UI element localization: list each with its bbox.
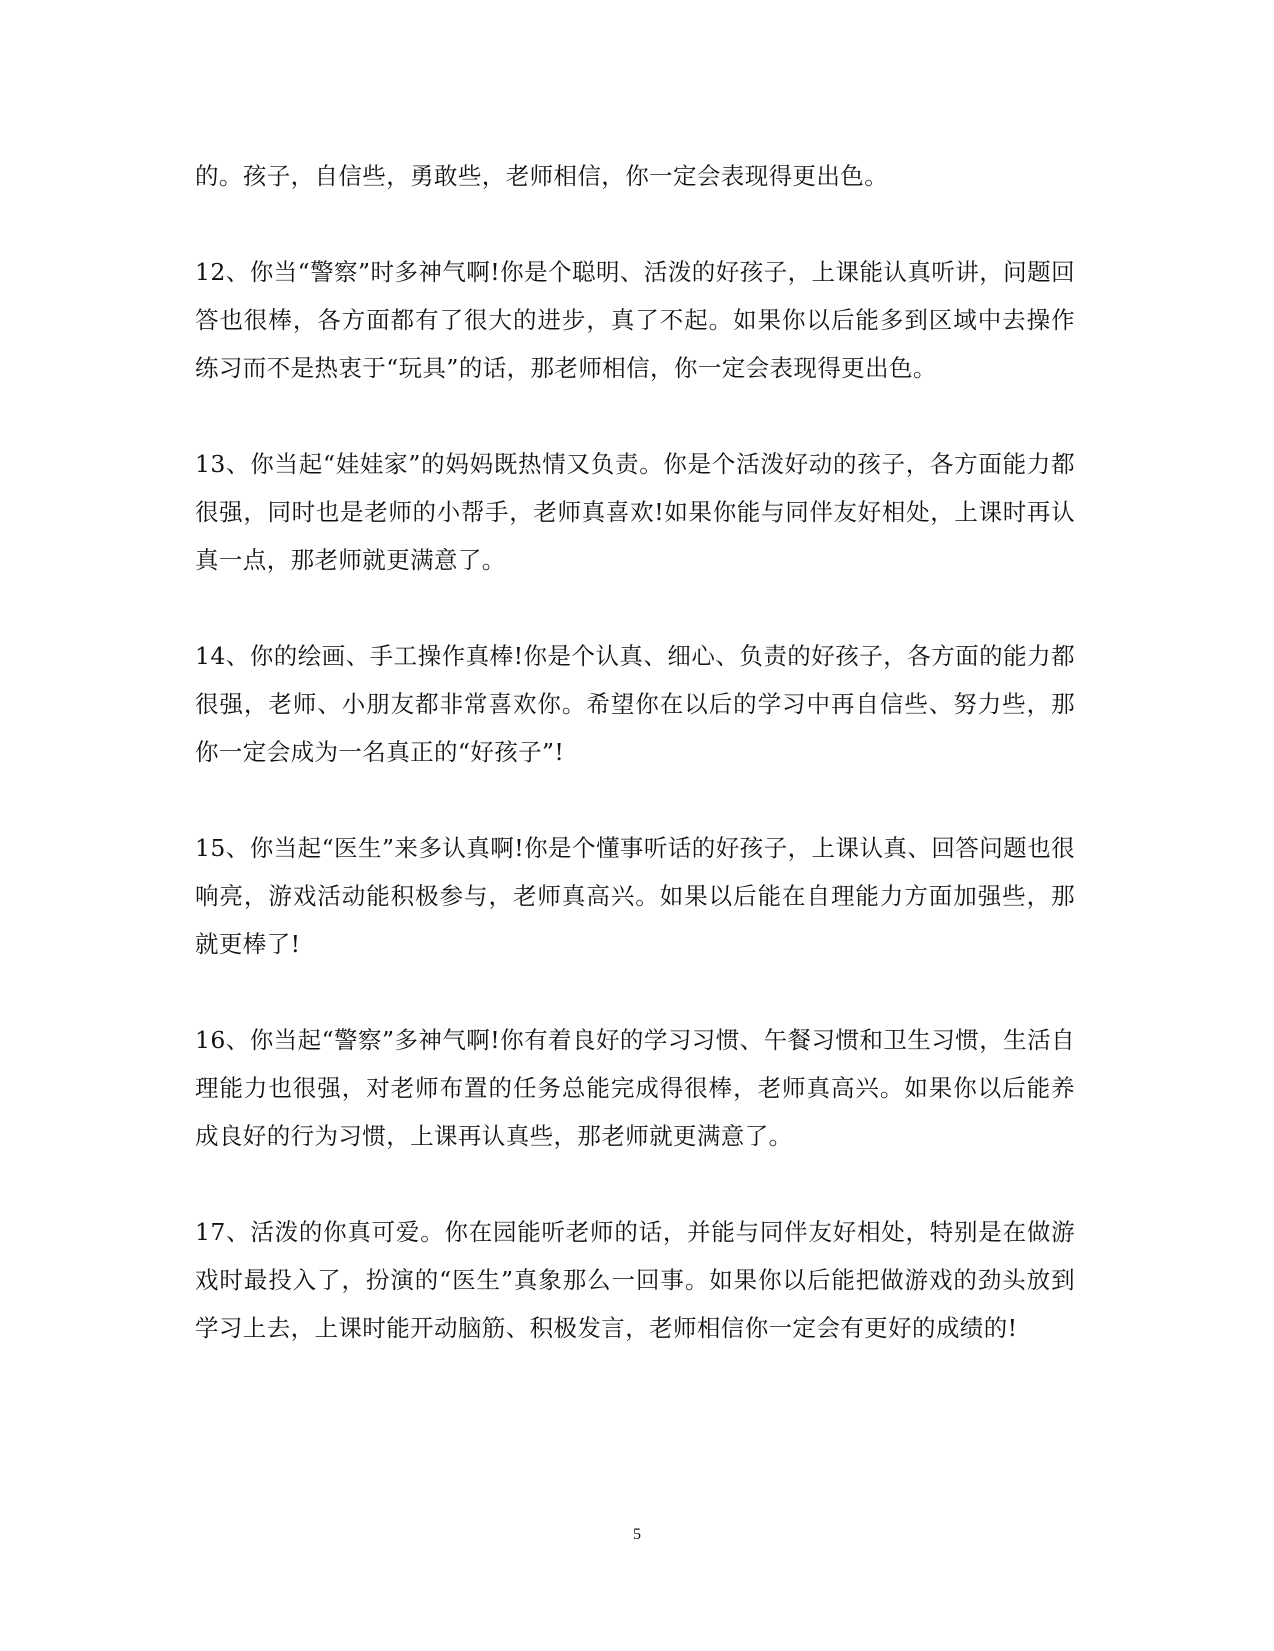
paragraph-comment-14: 14、你的绘画、手工操作真棒!你是个认真、细心、负责的好孩子，各方面的能力都很强，老师、小朋友都非常喜欢你。希望你在以后的学习中再自信些、努力些，那你一定会成为一名真正的“好孩子”! — [195, 642, 1075, 766]
paragraph-continuation: 的。孩子，自信些，勇敢些，老师相信，你一定会表现得更出色。 — [195, 162, 889, 190]
paragraph-comment-15: 15、你当起“医生”来多认真啊!你是个懂事听话的好孩子，上课认真、回答问题也很响亮，游戏活动能积极参与，老师真高兴。如果以后能在自理能力方面加强些，那就更棒了! — [195, 834, 1075, 958]
paragraph-comment-16: 16、你当起“警察”多神气啊!你有着良好的学习习惯、午餐习惯和卫生习惯，生活自理能力也很强，对老师布置的任务总能完成得很棒，老师真高兴。如果你以后能养成良好的行为习惯，上课再认真些，那老师就更满意了。 — [195, 1026, 1075, 1150]
paragraph-comment-13: 13、你当起“娃娃家”的妈妈既热情又负责。你是个活泼好动的孩子，各方面能力都很强，同时也是老师的小帮手，老师真喜欢!如果你能与同伴友好相处，上课时再认真一点，那老师就更满意了。 — [195, 450, 1075, 574]
page-number: 5 — [633, 1526, 641, 1543]
paragraph-comment-17: 17、活泼的你真可爱。你在园能听老师的话，并能与同伴友好相处，特别是在做游戏时最投入了，扮演的“医生”真象那么一回事。如果你以后能把做游戏的劲头放到学习上去，上课时能开动脑筋、积极发言，老师相信你一定会有更好的成绩的! — [195, 1218, 1075, 1342]
paragraph-comment-12: 12、你当“警察”时多神气啊!你是个聪明、活泼的好孩子，上课能认真听讲，问题回答也很棒，各方面都有了很大的进步，真了不起。如果你以后能多到区域中去操作练习而不是热衷于“玩具”的话，那老师相信，你一定会表现得更出色。 — [195, 258, 1075, 382]
document-body — [195, 152, 1075, 1400]
